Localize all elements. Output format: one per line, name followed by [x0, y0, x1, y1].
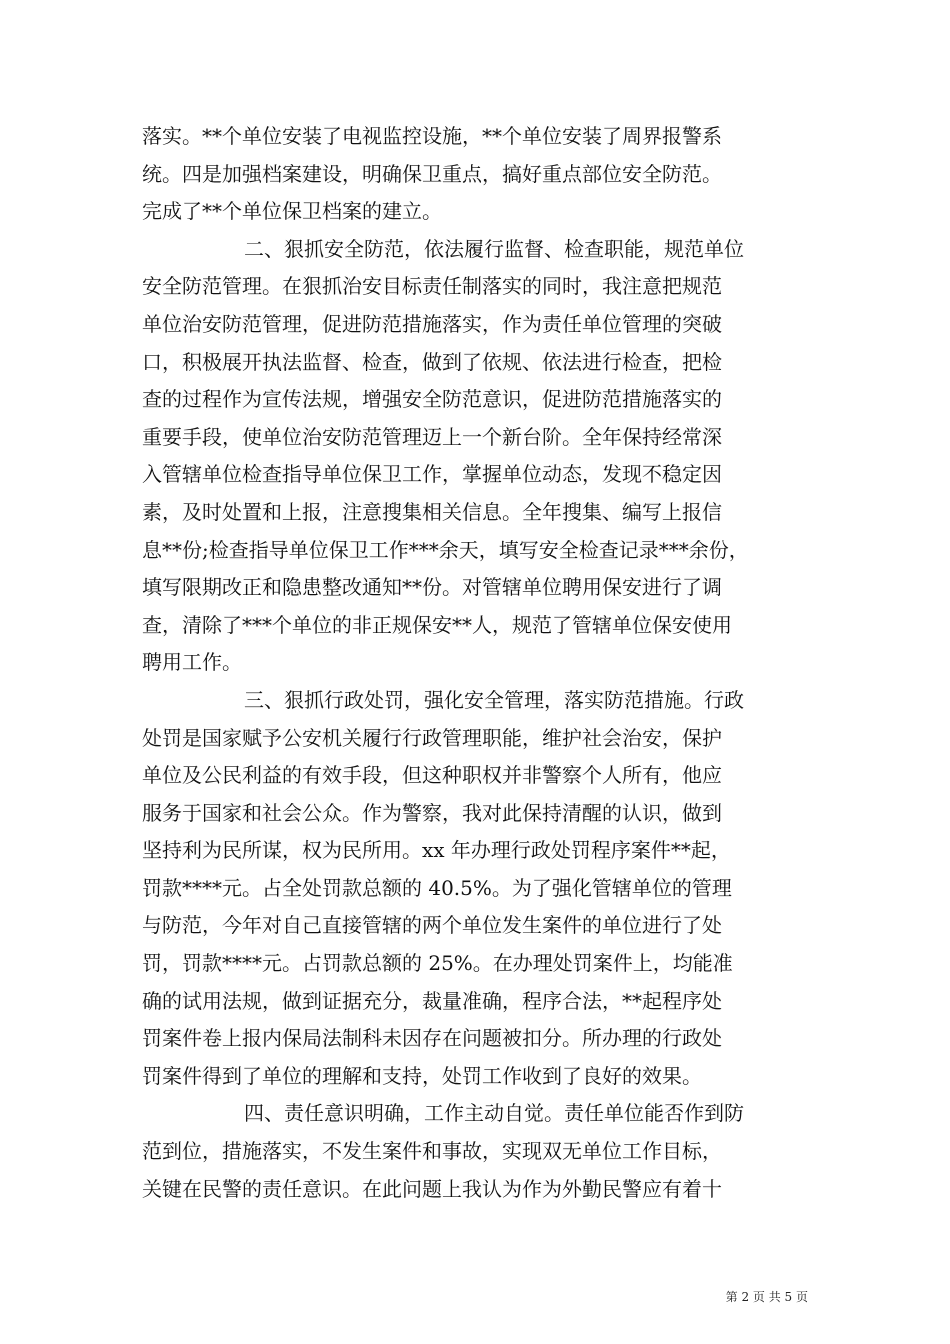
page-number: 第 2 页 共 5 页 [725, 1290, 808, 1304]
text-line: 聘用工作。 [142, 650, 242, 675]
text-line: 确的试用法规，做到证据充分，裁量准确，程序合法，**起程序处 [142, 988, 722, 1013]
text-line: 落实。**个单位安装了电视监控设施，**个单位安装了周界报警系 [142, 124, 722, 148]
section-heading-line: 二、狠抓安全防范，依法履行监督、检查职能，规范单位 [244, 236, 744, 261]
text-line: 处罚是国家赋予公安机关履行行政管理职能，维护社会治安，保护 [142, 725, 722, 750]
text-line: 罚案件得到了单位的理解和支持，处罚工作收到了良好的效果。 [142, 1063, 702, 1088]
text-line: 关键在民警的责任意识。在此问题上我认为作为外勤民警应有着十 [142, 1176, 722, 1201]
text-line: 服务于国家和社会公众。作为警察，我对此保持清醒的认识，做到 [142, 800, 722, 825]
text-line: 查的过程作为宣传法规，增强安全防范意识，促进防范措施落实的 [142, 387, 722, 412]
text-line: 罚案件卷上报内保局法制科未因存在问题被扣分。所办理的行政处 [142, 1026, 722, 1051]
text-line: 填写限期改正和隐患整改通知**份。对管辖单位聘用保安进行了调 [142, 575, 722, 600]
text-line: 口，积极展开执法监督、检查，做到了依规、依法进行检查，把检 [142, 349, 722, 374]
text-line: 与防范，今年对自己直接管辖的两个单位发生案件的单位进行了处 [142, 913, 722, 938]
text-line: 入管辖单位检查指导单位保卫工作，掌握单位动态，发现不稳定因 [142, 462, 722, 487]
text-line: 息**份;检查指导单位保卫工作***余天，填写安全检查记录***余份， [142, 537, 749, 562]
text-line: 单位治安防范管理，促进防范措施落实，作为责任单位管理的突破 [142, 311, 722, 336]
text-line: 完成了**个单位保卫档案的建立。 [142, 199, 442, 224]
section-heading-line: 三、狠抓行政处罚，强化安全管理，落实防范措施。行政 [244, 687, 744, 712]
text-line: 罚款****元。占全处罚款总额的 40.5%。为了强化管辖单位的管理 [142, 875, 732, 900]
text-line: 素，及时处置和上报，注意搜集相关信息。全年搜集、编写上报信 [142, 499, 722, 524]
text-line: 单位及公民利益的有效手段，但这种职权并非警察个人所有，他应 [142, 763, 722, 788]
text-line: 查，清除了***个单位的非正规保安**人，规范了管辖单位保安使用 [142, 612, 732, 637]
text-line: 统。四是加强档案建设，明确保卫重点，搞好重点部位安全防范。 [142, 161, 722, 186]
section-heading-line: 四、责任意识明确，工作主动自觉。责任单位能否作到防 [244, 1101, 744, 1126]
text-line: 重要手段，使单位治安防范管理迈上一个新台阶。全年保持经常深 [142, 424, 722, 449]
body-text [142, 118, 822, 1208]
text-line: 坚持利为民所谋，权为民所用。xx 年办理行政处罚程序案件**起， [142, 838, 731, 863]
text-line: 范到位，措施落实，不发生案件和事故，实现双无单位工作目标， [142, 1139, 722, 1164]
text-line: 安全防范管理。在狠抓治安目标责任制落实的同时，我注意把规范 [142, 274, 722, 299]
text-line: 罚，罚款****元。占罚款总额的 25%。在办理处罚案件上，均能准 [142, 951, 733, 976]
